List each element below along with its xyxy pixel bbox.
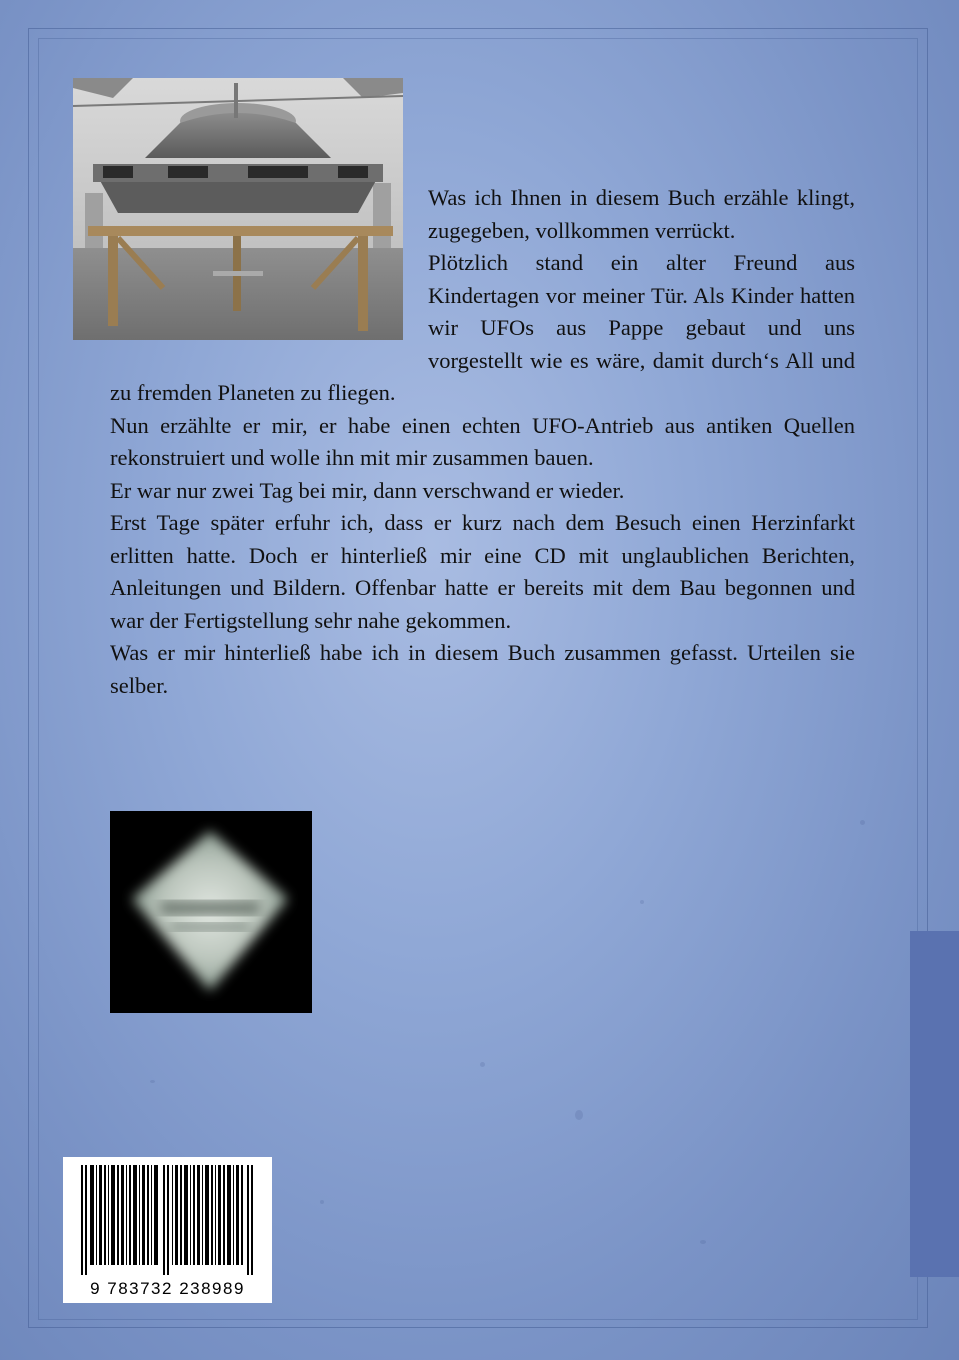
ufo-night-photo: [110, 811, 312, 1013]
paragraph-4: Er war nur zwei Tag bei mir, dann verschwand er wieder.: [110, 477, 625, 503]
image-wrap-space: [110, 182, 428, 377]
paragraph-5: Erst Tage später erfuhr ich, dass er kurz nach dem Besuch einen Herzinfarkt erlitten hatte. Doch er hinterließ mir eine CD mit unglaublichen Berichten, Anleitungen und Bildern. Offenbar hatte er bereits mit dem Bau begonnen und war der Fertigstellung sehr nahe gekommen.: [110, 510, 855, 633]
paragraph-6: Was er mir hinterließ habe ich in diesem Buch zusammen gefasst. Urteilen sie selber.: [110, 640, 855, 698]
isbn-number: 9 783732 238989: [90, 1279, 245, 1298]
body-text: [110, 182, 855, 702]
paragraph-2: Plötzlich stand ein alter Freund aus Kindertagen vor meiner Tür. Als Kinder hatten wir UFOs aus Pappe gebaut und uns vorgestellt wie es wäre, damit durch‘s All und zu fremden Planeten zu fliegen.: [110, 250, 855, 405]
side-tab: [910, 931, 959, 1277]
isbn-barcode: [63, 1157, 272, 1303]
paragraph-1: Was ich Ihnen in diesem Buch erzähle klingt, zugegeben, vollkommen verrückt.: [428, 185, 855, 243]
paragraph-3: Nun erzählte er mir, er habe einen echten UFO-Antrieb aus antiken Quellen rekonstruiert und wolle ihn mit mir zusammen bauen.: [110, 412, 855, 470]
